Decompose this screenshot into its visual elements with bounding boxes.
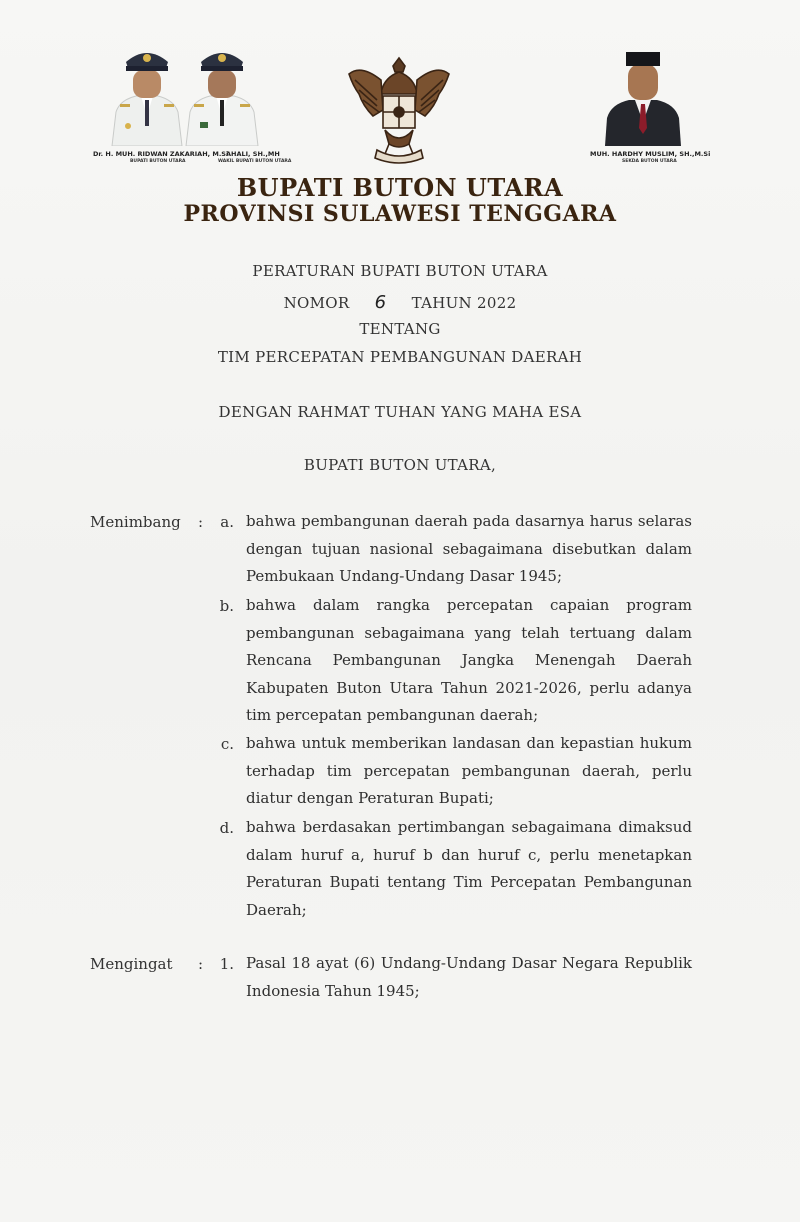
tentang-label: TENTANG	[359, 320, 441, 338]
issuer: BUPATI BUTON UTARA,	[303, 456, 497, 474]
nomor-label: NOMOR	[283, 294, 350, 312]
province-title: PROVINSI SULAWESI TENGGARA	[183, 201, 617, 227]
mengingat-colon: :	[198, 955, 204, 973]
menimbang-item-letter: d.	[219, 819, 234, 837]
menimbang-item-letter: c.	[220, 735, 234, 753]
sekda-name: MUH. HARDHY MUSLIM, SH.,M.Si	[590, 150, 711, 158]
menimbang-colon: :	[198, 513, 204, 531]
sekda-photo	[603, 42, 683, 146]
garuda-emblem-icon	[343, 50, 455, 172]
tahun-label: TAHUN 2022	[411, 294, 517, 312]
menimbang-item-letter: a.	[220, 513, 234, 531]
bupati-title: BUPATI BUTON UTARA	[130, 159, 186, 164]
nomor-value: 6	[374, 292, 387, 313]
mengingat-label: Mengingat	[90, 955, 173, 973]
menimbang-item-text: bahwa berdasakan pertimbangan sebagaimana dimaksud dalam huruf a, huruf b dan huruf c, perlu menetapkan Peraturan Bupati tentang Tim Percepatan Pembangunan Daerah;	[246, 818, 692, 919]
regent-title: BUPATI BUTON UTARA	[236, 173, 564, 202]
bupati-photo	[108, 40, 186, 146]
regulation-subject: TIM PERCEPATAN PEMBANGUNAN DAERAH	[217, 348, 583, 366]
invocation: DENGAN RAHMAT TUHAN YANG MAHA ESA	[218, 403, 582, 421]
menimbang-item-text: bahwa untuk memberikan landasan dan kepastian hukum terhadap tim percepatan pembangunan daerah, perlu diatur dengan Peraturan Bupati;	[246, 734, 692, 807]
sekda-title: SEKDA BUTON UTARA	[622, 159, 677, 164]
menimbang-item-text: bahwa pembangunan daerah pada dasarnya harus selaras dengan tujuan nasional sebagaimana disebutkan dalam Pembukaan Undang-Undang Dasar 1945;	[246, 512, 692, 585]
menimbang-item-text: bahwa dalam rangka percepatan capaian program pembangunan sebagaimana yang telah tertuang dalam Rencana Pembangunan Jangka Menengah Daerah Kabupaten Buton Utara Tahun 2021-2026, perlu adanya tim percepatan pembangunan daerah;	[246, 596, 692, 724]
regulation-number-line	[0, 292, 800, 313]
regulation-heading: PERATURAN BUPATI BUTON UTARA	[252, 262, 548, 280]
wakil-bupati-title: WAKIL BUPATI BUTON UTARA	[218, 159, 292, 164]
mengingat-item-number: 1.	[219, 955, 234, 973]
menimbang-item-letter: b.	[219, 597, 234, 615]
wakil-bupati-photo	[182, 40, 262, 146]
wakil-bupati-name: AHALI, SH.,MH	[226, 150, 280, 158]
menimbang-label: Menimbang	[90, 513, 181, 531]
mengingat-item-text: Pasal 18 ayat (6) Undang-Undang Dasar Negara Republik Indonesia Tahun 1945;	[246, 954, 692, 1000]
bupati-name: Dr. H. MUH. RIDWAN ZAKARIAH, M.Si	[93, 150, 229, 158]
